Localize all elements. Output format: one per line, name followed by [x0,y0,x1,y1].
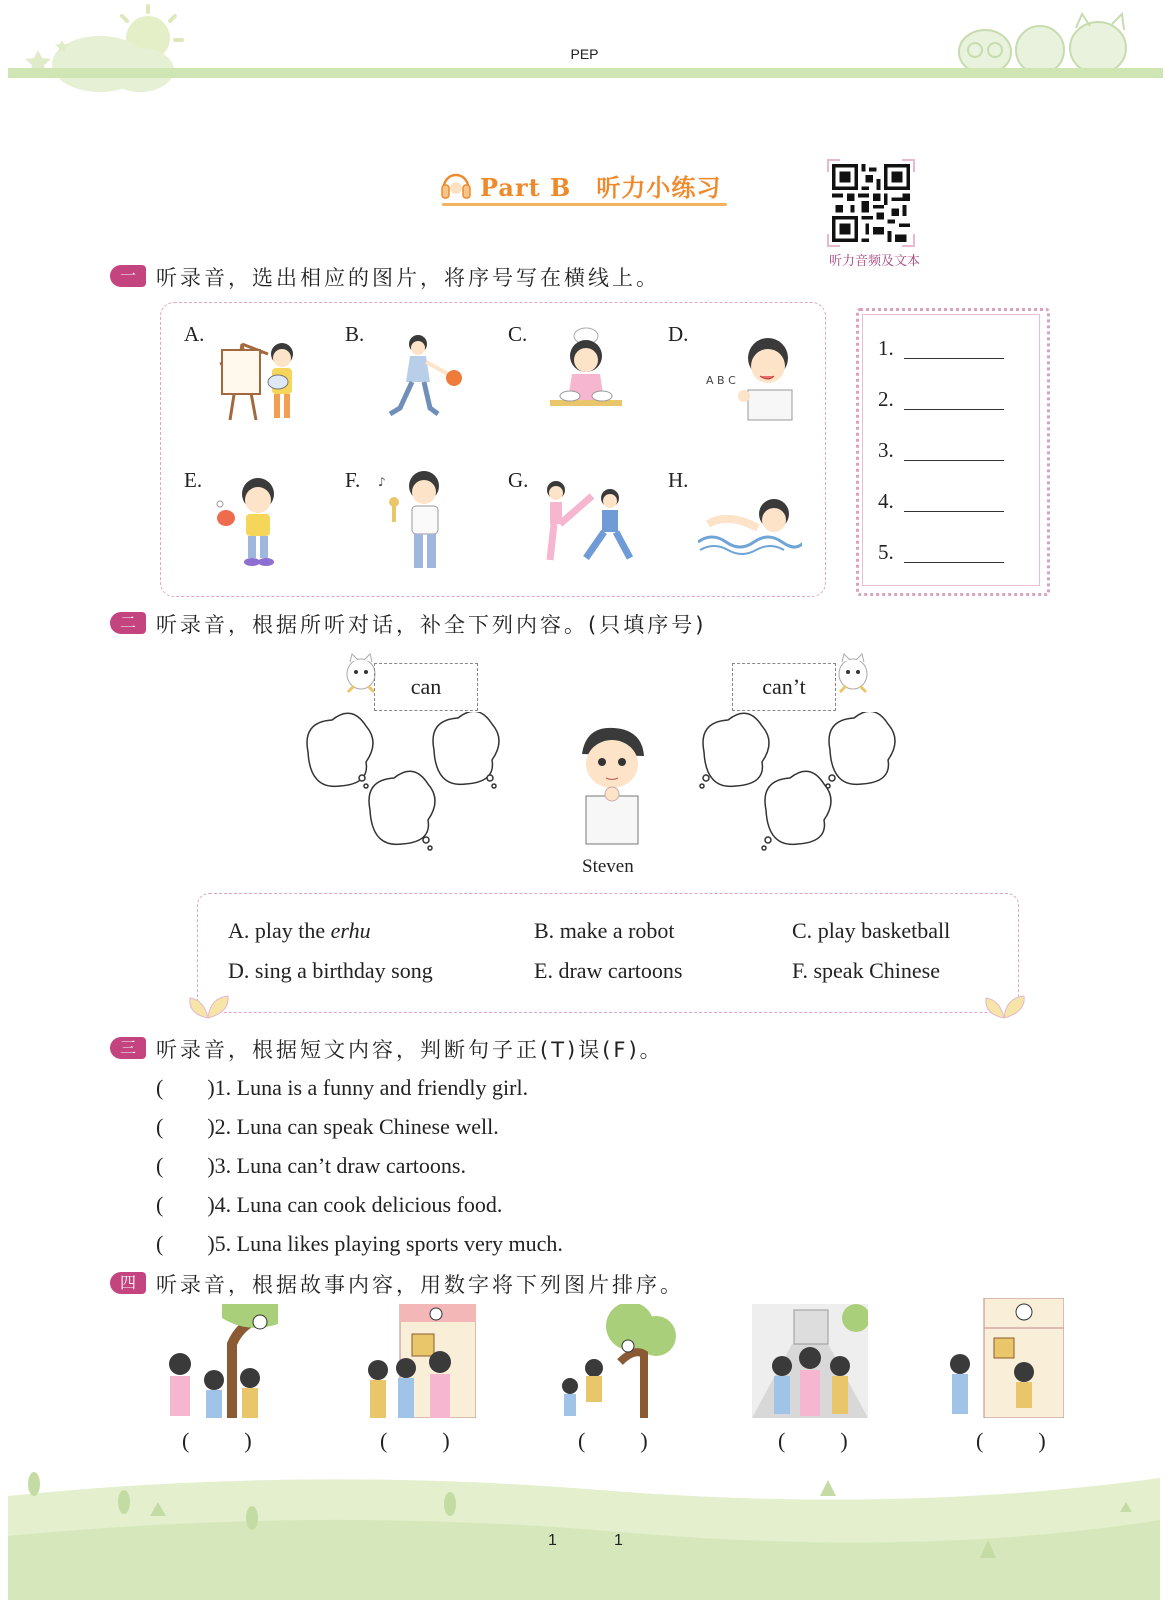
choice-d: D. sing a birthday song [228,958,433,983]
answer-number: 5. [878,540,894,564]
title-underline [442,203,727,206]
leaf-icon [982,988,1028,1022]
can-thought-bubbles [300,712,520,862]
option-c-label: C. [508,322,528,346]
swimming-boy-picture [698,494,802,558]
thought-bubble [829,712,895,784]
page-number-right: 1 [614,1532,623,1549]
cant-thought-bubbles [696,712,916,862]
story-picture-climbing [560,1304,676,1418]
answer-blank[interactable] [904,409,1004,410]
cartoon-cat-icon [344,652,378,700]
footer-hills [0,1466,1169,1600]
answer-paren[interactable]: ( ) [156,1114,215,1139]
section4-instruction: 听录音，根据故事内容，用数字将下列图片排序。 [156,1273,684,1297]
headphones-icon [440,163,472,207]
header-brand: PEP [570,46,599,62]
qr-caption: 听力音频及文本 [828,254,920,269]
tf-item: ( )1. Luna is a funny and friendly girl. [156,1075,529,1100]
thought-bubble [703,713,769,786]
answer-paren[interactable]: ( ) [156,1075,215,1100]
thought-bubble [765,771,831,844]
section2-instruction: 听录音，根据所听对话，补全下列内容。(只填序号) [156,613,707,637]
order-paren[interactable]: ( ) [380,1428,450,1453]
order-paren[interactable]: ( ) [182,1428,252,1453]
order-paren[interactable]: ( ) [976,1428,1046,1453]
choices-panel [197,893,1019,1013]
cartoon-cat-icon [836,652,870,700]
svg-text:♪: ♪ [378,475,386,489]
option-e-label: E. [184,468,203,492]
cant-label: can’t [732,663,836,711]
story-picture-house [360,1304,476,1418]
thought-bubble [433,712,499,784]
option-d-label: D. [668,322,689,346]
steven-thinking-picture [572,726,652,846]
answer-paren[interactable]: ( ) [156,1153,215,1178]
header-band [8,68,1163,78]
ping-pong-boy-picture [212,478,304,570]
tf-item: ( )2. Luna can speak Chinese well. [156,1114,499,1139]
story-picture-ball-on-roof [944,1298,1064,1418]
section3-instruction: 听录音，根据短文内容，判断句子正(T)误(F)。 [156,1038,664,1062]
choice-e: E. draw cartoons [534,958,683,983]
answer-number: 1. [878,336,894,360]
order-paren[interactable]: ( ) [578,1428,648,1453]
answer-paren[interactable]: ( ) [156,1231,215,1256]
section3-badge: 三 [110,1037,146,1059]
option-h-label: H. [668,468,689,492]
order-paren[interactable]: ( ) [778,1428,848,1453]
tf-item: ( )5. Luna likes playing sports very much. [156,1231,563,1256]
answer-blank[interactable] [904,511,1004,512]
option-f-label: F. [345,468,361,492]
part-title: Part B 听力小练习 [480,173,722,202]
leaf-icon [186,988,232,1022]
can-label: can [374,663,478,711]
section4-badge: 四 [110,1272,146,1294]
answer-blank[interactable] [904,562,1004,563]
story-picture-tree-ball [162,1304,278,1418]
story-picture-walking-home [752,1304,868,1418]
kung-fu-picture [536,476,640,572]
choice-c: C. play basketball [792,918,951,943]
svg-text:A B C: A B C [706,374,736,387]
tf-item: ( )4. Luna can cook delicious food. [156,1192,503,1217]
choice-a: A. play the erhu [228,918,371,943]
option-b-label: B. [345,322,365,346]
tf-item: ( )3. Luna can’t draw cartoons. [156,1153,466,1178]
option-a-label: A. [184,322,205,346]
answer-number: 4. [878,489,894,513]
singing-boy-picture [378,470,470,574]
answer-blank[interactable] [904,358,1004,359]
animal-characters-icon [959,14,1126,74]
cooking-girl-picture [540,326,632,426]
section1-instruction: 听录音，选出相应的图片，将序号写在横线上。 [156,266,660,290]
qr-frame-icon [826,158,916,248]
page-number-left: 1 [548,1532,557,1549]
thought-bubble [369,771,435,844]
option-g-label: G. [508,468,529,492]
abc-speaking-boy-picture [706,336,798,428]
answer-number: 2. [878,387,894,411]
answer-paren[interactable]: ( ) [156,1192,215,1217]
answer-number: 3. [878,438,894,462]
answer-blank[interactable] [904,460,1004,461]
choice-f: F. speak Chinese [792,958,940,983]
section1-badge: 一 [110,265,146,287]
drawing-easel-picture [212,334,304,426]
character-name: Steven [582,856,634,877]
choice-b: B. make a robot [534,918,675,943]
basketball-boy-picture [378,334,470,426]
section2-badge: 二 [110,612,146,634]
